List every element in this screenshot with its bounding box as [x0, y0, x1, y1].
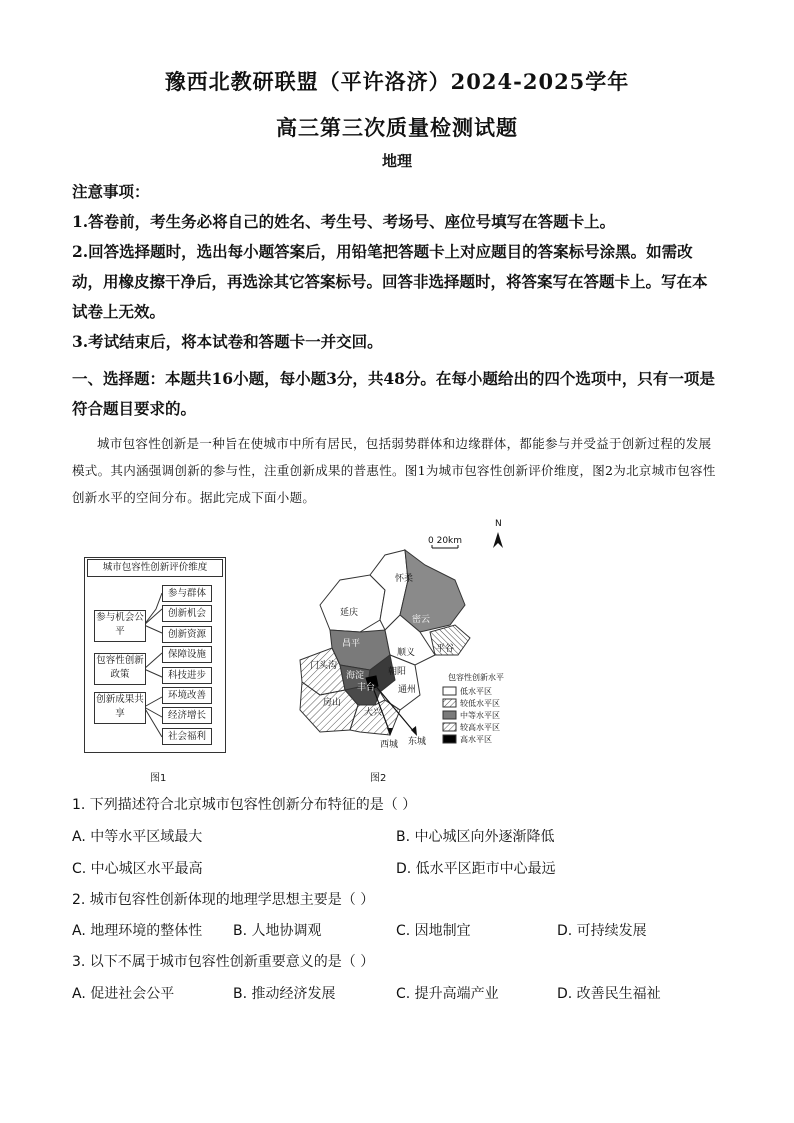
- figure2-north: N: [495, 519, 502, 529]
- label-changping: 昌平: [342, 639, 361, 649]
- question-2-stem: 2. 城市包容性创新体现的地理学思想主要是（ ）: [72, 892, 375, 908]
- notes-item-1: 1.答卷前，考生务必将自己的姓名、考生号、考场号、座位号填写在答题卡上。: [72, 212, 616, 231]
- notes-block: [72, 177, 722, 357]
- label-mentougou: 门头沟: [310, 661, 338, 671]
- question-3-stem: 3. 以下不属于城市包容性创新重要意义的是（ ）: [72, 954, 375, 970]
- figure1-group-2: 包容性创新政策: [94, 653, 146, 685]
- label-haidian: 海淀: [346, 671, 365, 681]
- label-huairou: 怀柔: [395, 574, 414, 584]
- question-2-option-b[interactable]: B. 人地协调观: [233, 923, 322, 939]
- question-1-option-c[interactable]: C. 中心城区水平最高: [72, 861, 203, 877]
- question-2-option-d[interactable]: D. 可持续发展: [557, 923, 647, 939]
- figure1-group-1: 参与机会公平: [94, 610, 146, 642]
- label-shunyi: 顺义: [397, 648, 416, 658]
- label-xicheng: 西城: [380, 740, 399, 750]
- figure2-scale: 0 20km: [428, 536, 463, 546]
- question-3-option-d[interactable]: D. 改善民生福祉: [557, 986, 661, 1002]
- question-3-option-a[interactable]: A. 促进社会公平: [72, 986, 175, 1002]
- legend-item-2: 较低水平区: [460, 699, 500, 708]
- notes-heading: 注意事项：: [72, 182, 150, 201]
- district-yanqing: [320, 575, 385, 632]
- legend-item-1: 低水平区: [460, 687, 492, 696]
- passage-text: 城市包容性创新是一种旨在使城市中所有居民，包括弱势群体和边缘群体，都能参与并受益于创新过程的发展模式。其内涵强调创新的参与性，注重创新成果的普惠性。图1为城市包容性创新评价维度，图2为北京城市包容性创新水平的空间分布。据此完成下面小题。: [72, 436, 716, 505]
- figure2-caption: 图2: [370, 773, 387, 784]
- question-1-option-d[interactable]: D. 低水平区距市中心最远: [396, 861, 556, 877]
- question-2-option-a[interactable]: A. 地理环境的整体性: [72, 923, 203, 939]
- question-1-stem: 1. 下列描述符合北京城市包容性创新分布特征的是（ ）: [72, 797, 417, 813]
- exam-title-line1: 豫西北教研联盟（平许洛济）2024-2025学年: [164, 69, 630, 94]
- figure1-caption: 图1: [150, 773, 167, 784]
- district-miyun: [400, 550, 465, 632]
- figure1-item-8: 社会福利: [162, 728, 212, 745]
- question-3-option-c[interactable]: C. 提升高端产业: [396, 986, 499, 1002]
- question-3-option-b[interactable]: B. 推动经济发展: [233, 986, 336, 1002]
- subject-label: 地理: [381, 152, 412, 170]
- figure1-item-1: 参与群体: [162, 585, 212, 602]
- label-chaoyang: 朝阳: [388, 667, 407, 677]
- label-fangshan: 房山: [323, 698, 342, 708]
- legend-item-3: 中等水平区: [460, 711, 500, 720]
- question-2-option-c[interactable]: C. 因地制宜: [396, 923, 471, 939]
- north-arrow-icon: [493, 532, 503, 548]
- legend-item-4: 较高水平区: [460, 723, 500, 732]
- legend-swatches: [442, 686, 458, 748]
- label-yanqing: 延庆: [340, 608, 359, 618]
- label-dongcheng: 东城: [408, 737, 427, 747]
- figure1-item-6: 环境改善: [162, 687, 212, 704]
- label-pinggu: 平谷: [436, 644, 455, 654]
- notes-item-3: 3.考试结束后，将本试卷和答题卡一并交回。: [72, 332, 383, 351]
- figure1-item-5: 科技进步: [162, 667, 212, 684]
- label-daxing: 大兴: [364, 708, 383, 718]
- label-miyun: 密云: [412, 615, 431, 625]
- section-title: 一、选择题：本题共16小题，每小题3分，共48分。在每小题给出的四个选项中，只有一项是符合题目要求的。: [72, 369, 715, 418]
- label-tongzhou: 通州: [398, 685, 417, 695]
- figure1-item-4: 保障设施: [162, 646, 212, 663]
- figure1-item-7: 经济增长: [162, 707, 212, 724]
- notes-item-2: 2.回答选择题时，选出每小题答案后，用铅笔把答题卡上对应题目的答案标号涂黑。如需改动，用橡皮擦干净后，再选涂其它答案标号。回答非选择题时，将答案写在答题卡上。写在本试卷上无效。: [72, 242, 708, 321]
- legend-title: 包容性创新水平: [448, 673, 504, 682]
- legend-item-5: 高水平区: [460, 735, 492, 744]
- question-1-option-b[interactable]: B. 中心城区向外逐渐降低: [396, 829, 555, 845]
- figure1-item-2: 创新机会: [162, 605, 212, 622]
- figure1-group-3: 创新成果共享: [94, 692, 146, 724]
- label-fengtai: 丰台: [357, 683, 376, 693]
- figure1-title: 城市包容性创新评价维度: [87, 559, 223, 577]
- question-1-option-a[interactable]: A. 中等水平区域最大: [72, 829, 203, 845]
- figure1-item-3: 创新资源: [162, 626, 212, 643]
- exam-title-line2: 高三第三次质量检测试题: [276, 115, 518, 140]
